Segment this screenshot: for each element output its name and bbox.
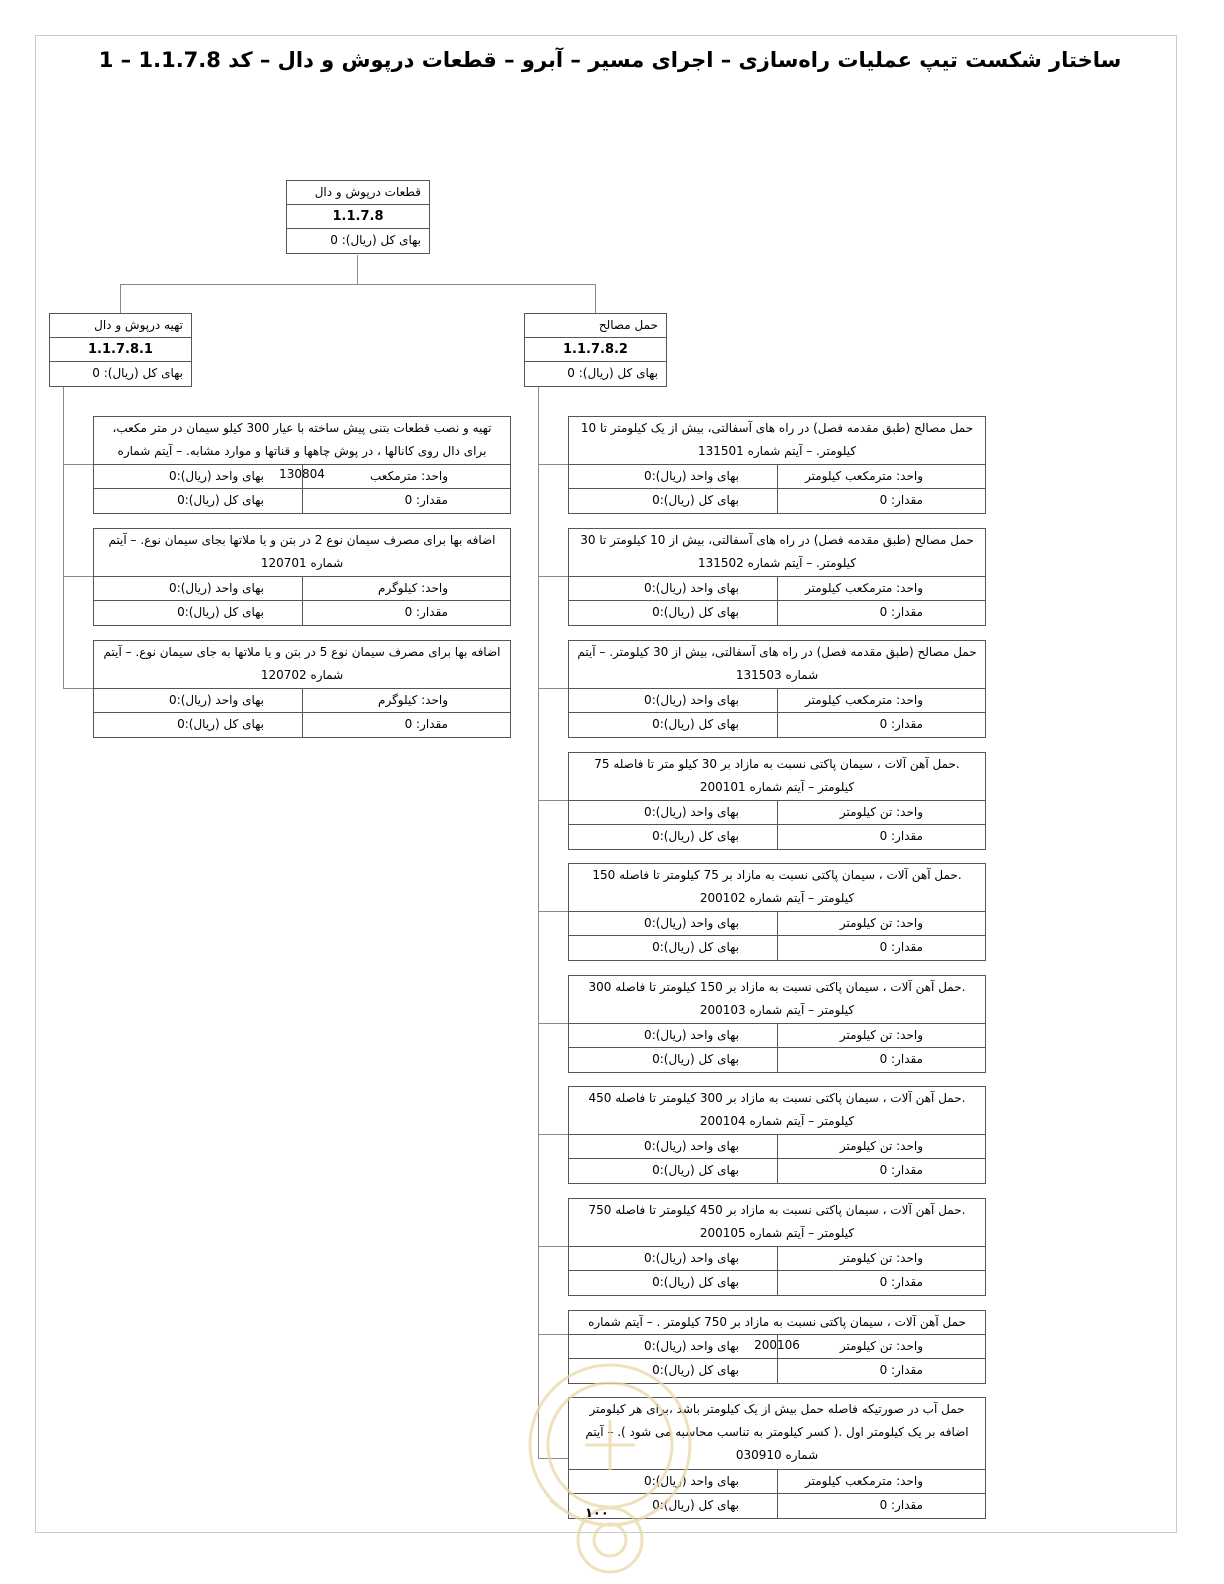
item-description: .حمل آهن آلات ، سیمان پاکتی نسبت به مازاد بر 150 کیلومتر تا فاصله 300 کیلومتر – آیتم شماره 200103 (569, 976, 985, 1024)
item-unit: واحد: کیلوگرم (302, 577, 510, 600)
item-unit-price: بهای واحد (ریال):0 (644, 581, 739, 595)
item-description: تهیه و نصب قطعات بتنی پیش ساخته با عیار 300 کیلو سیمان در متر مکعب، برای دال روی کانالها ، در پوش چاهها و قناتها و موارد مشابه. – آیتم شماره 130804 (94, 417, 510, 465)
item-total: بهای کل (ریال):0 (652, 940, 739, 954)
item-unit: واحد: تن کیلومتر (777, 912, 985, 935)
item-unit-price: بهای واحد (ریال):0 (644, 469, 739, 483)
right-node[interactable] (524, 313, 667, 387)
item-unit: واحد: مترمکعب کیلومتر (777, 465, 985, 488)
node-name: حمل مصالح (525, 314, 666, 338)
item-total: بهای کل (ریال):0 (652, 1275, 739, 1289)
item-description: .حمل آهن آلات ، سیمان پاکتی نسبت به مازاد بر 450 کیلومتر تا فاصله 750 کیلومتر – آیتم شماره 200105 (569, 1199, 985, 1247)
item-description: اضافه بها برای مصرف سیمان نوع 5 در بتن و یا ملاتها به جای سیمان نوع. – آیتم شماره 120702 (94, 641, 510, 689)
connector-right-spine (538, 386, 539, 1459)
item-quantity: مقدار: 0 (777, 1159, 985, 1183)
item-total: بهای کل (ریال):0 (652, 605, 739, 619)
item-description: حمل مصالح (طبق مقدمه فصل) در راه های آسفالتی، بیش از 10 کیلومتر تا 30 کیلومتر. – آیتم شماره 131502 (569, 529, 985, 577)
item-total: بهای کل (ریال):0 (652, 493, 739, 507)
node-total: بهای کل (ریال): 0 (92, 366, 183, 380)
branch-right-4 (538, 800, 568, 801)
left-item-3[interactable] (93, 640, 511, 738)
item-unit: واحد: کیلوگرم (302, 689, 510, 712)
node-total: بهای کل (ریال): 0 (330, 233, 421, 247)
item-unit-price: بهای واحد (ریال):0 (169, 581, 264, 595)
item-total: بهای کل (ریال):0 (652, 1052, 739, 1066)
item-quantity: مقدار: 0 (777, 1359, 985, 1383)
item-unit: واحد: مترمکعب کیلومتر (777, 689, 985, 712)
node-code: 1.1.7.8 (287, 205, 429, 229)
item-unit: واحد: تن کیلومتر (777, 1135, 985, 1158)
right-item-1[interactable] (568, 416, 986, 514)
item-quantity: مقدار: 0 (777, 936, 985, 960)
branch-right-7 (538, 1134, 568, 1135)
right-item-10[interactable] (568, 1397, 986, 1519)
item-description: .حمل آهن آلات ، سیمان پاکتی نسبت به مازاد بر 30 کیلو متر تا فاصله 75 کیلومتر – آیتم شماره 200101 (569, 753, 985, 801)
item-quantity: مقدار: 0 (302, 713, 510, 737)
item-description: .حمل آهن آلات ، سیمان پاکتی نسبت به مازاد بر 300 کیلومتر تا فاصله 450 کیلومتر – آیتم شماره 200104 (569, 1087, 985, 1135)
right-item-9[interactable] (568, 1310, 986, 1384)
branch-right-3 (538, 688, 568, 689)
item-unit: واحد: مترمکعب کیلومتر (777, 1470, 985, 1493)
item-unit-price: بهای واحد (ریال):0 (644, 1339, 739, 1353)
item-total: بهای کل (ریال):0 (652, 1163, 739, 1177)
right-item-4[interactable] (568, 752, 986, 850)
item-unit: واحد: تن کیلومتر (777, 801, 985, 824)
right-item-7[interactable] (568, 1086, 986, 1184)
item-total: بهای کل (ریال):0 (652, 1498, 739, 1512)
left-node[interactable] (49, 313, 192, 387)
connector-root-down (357, 255, 358, 285)
item-unit: واحد: تن کیلومتر (777, 1247, 985, 1270)
node-code: 1.1.7.8.2 (525, 338, 666, 362)
node-name: قطعات درپوش و دال (287, 181, 429, 205)
connector-left-spine (63, 386, 64, 688)
item-unit-price: بهای واحد (ریال):0 (644, 1474, 739, 1488)
item-unit: واحد: مترمکعب (302, 465, 510, 488)
item-unit-price: بهای واحد (ریال):0 (644, 1028, 739, 1042)
right-item-2[interactable] (568, 528, 986, 626)
branch-right-1 (538, 464, 568, 465)
item-description: حمل آهن آلات ، سیمان پاکتی نسبت به مازاد بر 750 کیلومتر . – آیتم شماره 200106 (569, 1311, 985, 1335)
branch-right-9 (538, 1334, 568, 1335)
connector-horizontal (120, 284, 596, 285)
page-number: ۱۰۰ (585, 1506, 609, 1521)
left-item-2[interactable] (93, 528, 511, 626)
page-title: ساختار شکست تیپ عملیات راه‌سازی – اجرای مسیر – آبرو – قطعات درپوش و دال – کد 1.1.7.8 – 1 (98, 48, 1122, 72)
item-quantity: مقدار: 0 (777, 825, 985, 849)
item-unit-price: بهای واحد (ریال):0 (169, 693, 264, 707)
item-unit: واحد: مترمکعب کیلومتر (777, 577, 985, 600)
item-unit-price: بهای واحد (ریال):0 (169, 469, 264, 483)
item-quantity: مقدار: 0 (777, 713, 985, 737)
branch-right-2 (538, 576, 568, 577)
item-quantity: مقدار: 0 (777, 1048, 985, 1072)
item-unit-price: بهای واحد (ریال):0 (644, 916, 739, 930)
item-unit-price: بهای واحد (ریال):0 (644, 805, 739, 819)
item-description: حمل آب در صورتیکه فاصله حمل بیش از یک کیلومتر باشد ،برای هر کیلومتر اضافه بر یک کیلومتر اول .( کسر کیلومتر به تناسب محاسبه می شود ). – آیتم شماره 030910 (569, 1398, 985, 1470)
item-quantity: مقدار: 0 (302, 489, 510, 513)
right-item-5[interactable] (568, 863, 986, 961)
branch-right-6 (538, 1023, 568, 1024)
branch-right-10 (538, 1458, 568, 1459)
branch-right-8 (538, 1246, 568, 1247)
branch-left-2 (63, 576, 93, 577)
item-total: بهای کل (ریال):0 (652, 829, 739, 843)
item-unit-price: بهای واحد (ریال):0 (644, 1251, 739, 1265)
branch-left-3 (63, 688, 93, 689)
connector-right-down (595, 284, 596, 314)
right-item-3[interactable] (568, 640, 986, 738)
right-item-6[interactable] (568, 975, 986, 1073)
item-total: بهای کل (ریال):0 (177, 493, 264, 507)
item-quantity: مقدار: 0 (777, 1494, 985, 1518)
item-quantity: مقدار: 0 (777, 1271, 985, 1295)
right-item-8[interactable] (568, 1198, 986, 1296)
left-item-1[interactable] (93, 416, 511, 514)
item-total: بهای کل (ریال):0 (177, 717, 264, 731)
item-total: بهای کل (ریال):0 (652, 1363, 739, 1377)
item-description: حمل مصالح (طبق مقدمه فصل) در راه های آسفالتی، بیش از یک کیلومتر تا 10 کیلومتر. – آیتم شماره 131501 (569, 417, 985, 465)
connector-left-down (120, 284, 121, 314)
item-description: حمل مصالح (طبق مقدمه فصل) در راه های آسفالتی، بیش از 30 کیلومتر. – آیتم شماره 131503 (569, 641, 985, 689)
item-quantity: مقدار: 0 (302, 601, 510, 625)
item-unit: واحد: تن کیلومتر (777, 1335, 985, 1358)
item-quantity: مقدار: 0 (777, 601, 985, 625)
branch-left-1 (63, 464, 93, 465)
item-total: بهای کل (ریال):0 (177, 605, 264, 619)
item-unit-price: بهای واحد (ریال):0 (644, 1139, 739, 1153)
item-description: .حمل آهن آلات ، سیمان پاکتی نسبت به مازاد بر 75 کیلومتر تا فاصله 150 کیلومتر – آیتم شماره 200102 (569, 864, 985, 912)
branch-right-5 (538, 911, 568, 912)
root-node[interactable] (286, 180, 430, 254)
item-unit-price: بهای واحد (ریال):0 (644, 693, 739, 707)
item-unit: واحد: تن کیلومتر (777, 1024, 985, 1047)
node-code: 1.1.7.8.1 (50, 338, 191, 362)
node-total: بهای کل (ریال): 0 (567, 366, 658, 380)
item-total: بهای کل (ریال):0 (652, 717, 739, 731)
item-description: اضافه بها برای مصرف سیمان نوع 2 در بتن و یا ملاتها بجای سیمان نوع. – آیتم شماره 120701 (94, 529, 510, 577)
node-name: تهیه درپوش و دال (50, 314, 191, 338)
item-quantity: مقدار: 0 (777, 489, 985, 513)
